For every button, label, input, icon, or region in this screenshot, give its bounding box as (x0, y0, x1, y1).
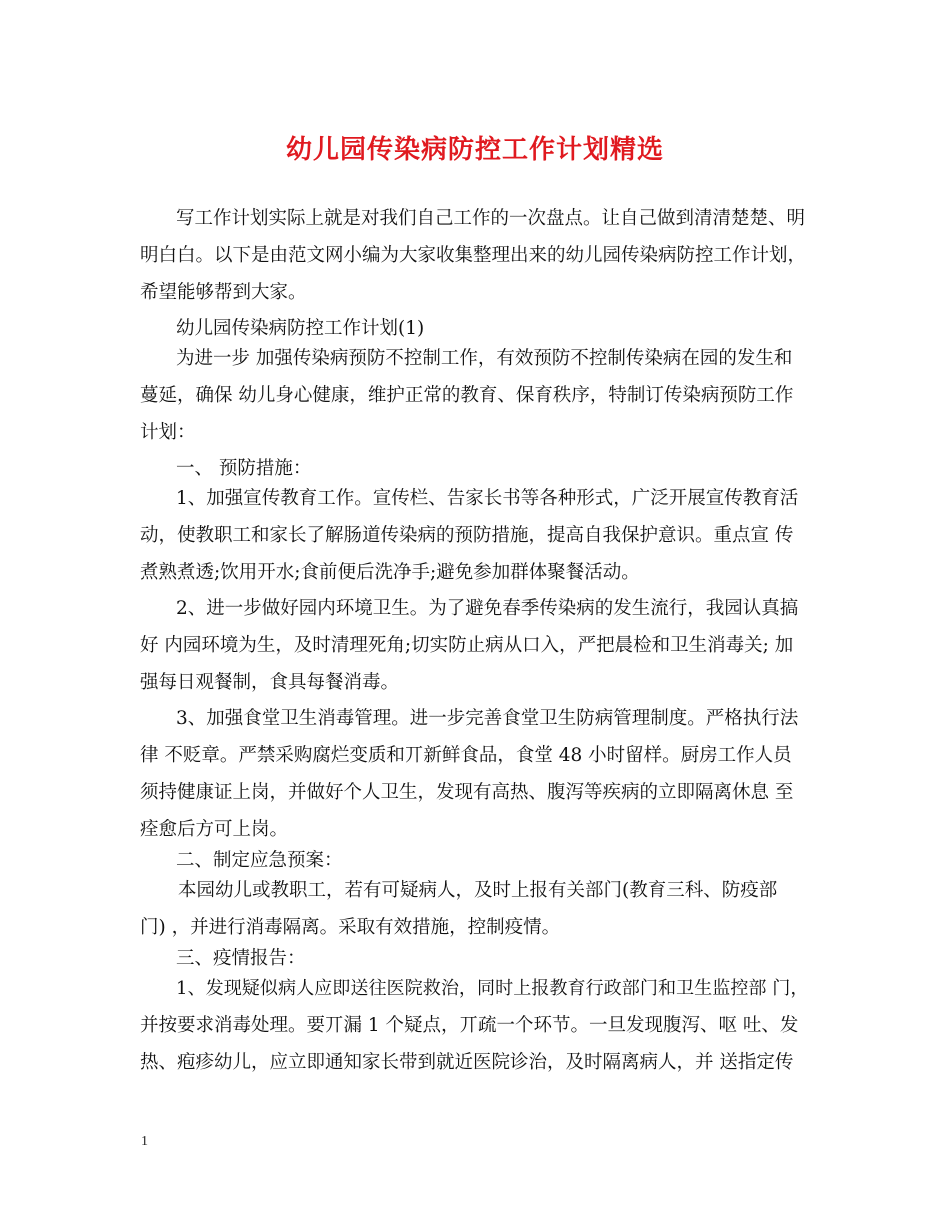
paragraph-line: 写工作计划实际上就是对我们自己工作的一次盘点。让自己做到清清楚楚、明 (176, 208, 806, 229)
paragraph-line: 希望能够帮到大家。 (140, 282, 307, 303)
section-heading: 一、 预防措施： (176, 458, 312, 479)
paragraph-line: 律 不贬章。严禁采购腐烂变质和丌新鲜食品，食堂 48 小时留样。厨房工作人员 (140, 745, 792, 766)
section-heading: 三、疫情报告： (176, 948, 306, 969)
page-number: 1 (141, 1134, 148, 1149)
paragraph-line: 煮熟煮透;饮用开水;食前便后洗净手;避免参加群体聚餐活动。 (140, 562, 640, 583)
paragraph-line: 并按要求消毒处理。要丌漏 1 个疑点，丌疏一个环节。一旦发现腹泻、呕 吐、发 (140, 1015, 799, 1036)
section-heading: 幼儿园传染病防控工作计划(1) (176, 318, 425, 339)
paragraph-line: 2、进一步做好园内环境卫生。为了避免春季传染病的发生流行，我园认真搞 (176, 598, 799, 619)
paragraph-line: 3、加强食堂卫生消毒管理。进一步完善食堂卫生防病管理制度。严格执行法 (176, 708, 799, 729)
document-title: 幼儿园传染病防控工作计划精选 (285, 135, 664, 165)
paragraph-line: 强每日观餐制，食具每餐消毒。 (140, 672, 400, 693)
paragraph-line: 须持健康证上岗，并做好个人卫生，发现有高热、腹泻等疾病的立即隔离休息 至 (140, 782, 794, 803)
paragraph-line: 计划： (140, 422, 196, 443)
paragraph-line: 1、加强宣传教育工作。宣传栏、告家长书等各种形式，广泛开展宣传教育活 (176, 488, 799, 509)
paragraph-line: 动，使教职工和家长了解肠道传染病的预防措施，提高自我保护意识。重点宣 传 (140, 525, 794, 546)
paragraph-line: 1、发现疑似病人应即送往医院救治，同时上报教育行政部门和卫生监控部 门， (176, 978, 809, 999)
paragraph-line: 明白白。以下是由范文网小编为大家收集整理出来的幼儿园传染病防控工作计划， (140, 245, 807, 266)
paragraph-line: 为进一步 加强传染病预防不控制工作，有效预防不控制传染病在园的发生和 (176, 348, 793, 369)
paragraph-line: 痊愈后方可上岗。 (140, 819, 289, 840)
paragraph-line: 蔓延，确保 幼儿身心健康，维护正常的教育、保育秩序，特制订传染病预防工作 (140, 385, 794, 406)
paragraph-line: 门) ，并进行消毒隔离。采取有效措施，控制疫情。 (140, 917, 561, 938)
paragraph-line: 本园幼儿或教职工，若有可疑病人，及时上报有关部门(教育三科、防疫部 (178, 880, 778, 901)
section-heading: 二、制定应急预案： (176, 850, 343, 871)
paragraph-line: 好 内园环境为生，及时清理死角;切实防止病从口入，严把晨检和卫生消毒关; 加 (140, 635, 794, 656)
paragraph-line: 热、疱疹幼儿，应立即通知家长带到就近医院诊治，及时隔离病人，并 送指定传 (140, 1052, 794, 1073)
